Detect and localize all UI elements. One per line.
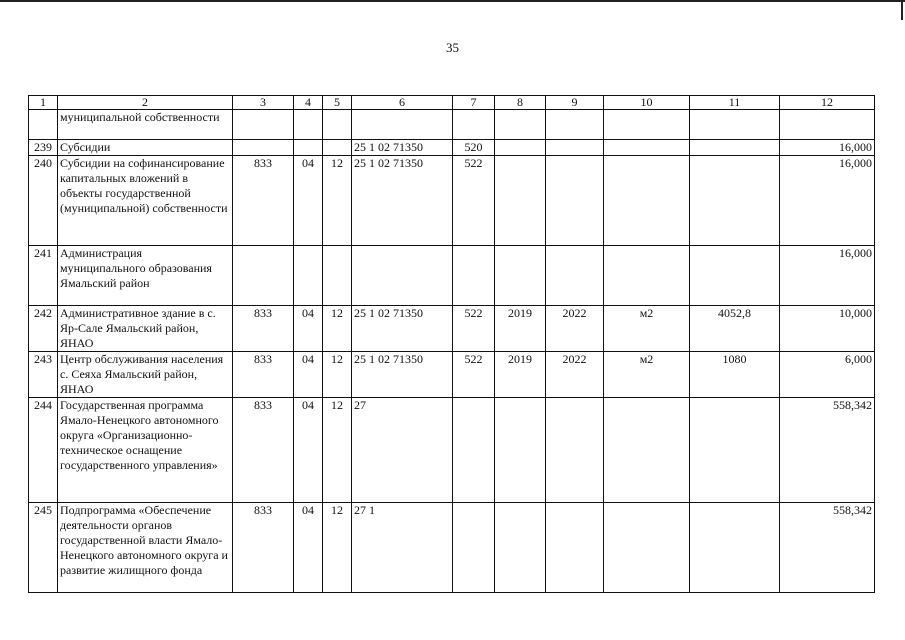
capacity-cell [690,246,780,306]
start-year-cell: 2019 [495,352,546,398]
end-year-cell [546,140,604,156]
ministry-code-cell: 833 [233,352,294,398]
target-article-cell: 27 1 [352,503,453,593]
amount-cell: 16,000 [780,156,875,246]
subsection-code-cell [323,246,352,306]
subsection-code-cell: 12 [323,503,352,593]
target-article-cell: 25 1 02 71350 [352,140,453,156]
expense-type-cell [453,246,495,306]
expense-type-cell: 522 [453,306,495,352]
table-row [29,352,875,398]
column-header: 6 [352,96,453,110]
capacity-cell [690,503,780,593]
column-header: 11 [690,96,780,110]
subsection-code-cell: 12 [323,398,352,503]
capacity-cell [690,110,780,140]
row-number-cell [29,110,58,140]
page-number: 35 [446,40,459,55]
ministry-code-cell: 833 [233,306,294,352]
table-row [29,156,875,246]
item-name-cell: Администрация муниципального образования Ямальский район [58,246,233,306]
row-number-cell: 241 [29,246,58,306]
unit-cell: м2 [604,352,690,398]
expense-type-cell: 522 [453,352,495,398]
section-code-cell: 04 [294,398,323,503]
end-year-cell: 2022 [546,352,604,398]
unit-cell [604,246,690,306]
table-body [29,110,875,593]
section-code-cell [294,110,323,140]
column-header: 7 [453,96,495,110]
unit-cell [604,503,690,593]
start-year-cell: 2019 [495,306,546,352]
start-year-cell [495,398,546,503]
scan-edge-right [901,0,903,20]
amount-cell: 10,000 [780,306,875,352]
capacity-cell: 4052,8 [690,306,780,352]
start-year-cell [495,110,546,140]
unit-cell: м2 [604,306,690,352]
column-header: 5 [323,96,352,110]
unit-cell [604,140,690,156]
capacity-cell [690,140,780,156]
section-code-cell [294,140,323,156]
item-name-cell: Государственная программа Ямало-Ненецкого автономного округа «Организационно-техническое оснащение государственного управления» [58,398,233,503]
row-number-cell: 244 [29,398,58,503]
table-row [29,398,875,503]
table-row [29,110,875,140]
capacity-cell [690,398,780,503]
row-number-cell: 245 [29,503,58,593]
section-code-cell [294,246,323,306]
amount-cell: 16,000 [780,246,875,306]
section-code-cell: 04 [294,156,323,246]
table-row [29,140,875,156]
end-year-cell [546,110,604,140]
ministry-code-cell [233,110,294,140]
unit-cell [604,110,690,140]
item-name-cell: Субсидии на софинансирование капитальных вложений в объекты государственной (муниципальной) собственности [58,156,233,246]
column-header: 4 [294,96,323,110]
ministry-code-cell [233,140,294,156]
expense-type-cell: 520 [453,140,495,156]
subsection-code-cell [323,110,352,140]
subsection-code-cell: 12 [323,156,352,246]
end-year-cell [546,398,604,503]
table-header [29,96,875,110]
amount-cell: 16,000 [780,140,875,156]
end-year-cell: 2022 [546,306,604,352]
item-name-cell: Подпрограмма «Обеспечение деятельности органов государственной власти Ямало-Ненецкого автономного округа и развитие жилищного фонда [58,503,233,593]
row-number-cell: 242 [29,306,58,352]
start-year-cell [495,156,546,246]
expense-type-cell [453,503,495,593]
unit-cell [604,398,690,503]
item-name-cell: муниципальной собственности [58,110,233,140]
column-header: 3 [233,96,294,110]
target-article-cell: 25 1 02 71350 [352,306,453,352]
subsection-code-cell: 12 [323,306,352,352]
budget-table [28,95,875,593]
item-name-cell: Субсидии [58,140,233,156]
start-year-cell [495,246,546,306]
column-header: 2 [58,96,233,110]
item-name-cell: Центр обслуживания населения с. Сеяха Ямальский район, ЯНАО [58,352,233,398]
target-article-cell: 25 1 02 71350 [352,352,453,398]
header-row [29,96,875,110]
subsection-code-cell: 12 [323,352,352,398]
column-header: 1 [29,96,58,110]
row-number-cell: 239 [29,140,58,156]
start-year-cell [495,503,546,593]
end-year-cell [546,156,604,246]
start-year-cell [495,140,546,156]
target-article-cell: 27 [352,398,453,503]
capacity-cell [690,156,780,246]
amount-cell: 558,342 [780,503,875,593]
end-year-cell [546,503,604,593]
capacity-cell: 1080 [690,352,780,398]
column-header: 9 [546,96,604,110]
amount-cell: 558,342 [780,398,875,503]
section-code-cell: 04 [294,306,323,352]
unit-cell [604,156,690,246]
amount-cell: 6,000 [780,352,875,398]
expense-type-cell [453,398,495,503]
section-code-cell: 04 [294,503,323,593]
ministry-code-cell: 833 [233,398,294,503]
amount-cell [780,110,875,140]
table-row [29,246,875,306]
row-number-cell: 240 [29,156,58,246]
column-header: 12 [780,96,875,110]
expense-type-cell [453,110,495,140]
section-code-cell: 04 [294,352,323,398]
column-header: 8 [495,96,546,110]
item-name-cell: Административное здание в с. Яр-Сале Ямальский район, ЯНАО [58,306,233,352]
table-row [29,306,875,352]
end-year-cell [546,246,604,306]
ministry-code-cell: 833 [233,503,294,593]
scan-edge-top [0,0,905,2]
subsection-code-cell [323,140,352,156]
expense-type-cell: 522 [453,156,495,246]
table-row [29,503,875,593]
column-header: 10 [604,96,690,110]
ministry-code-cell: 833 [233,156,294,246]
target-article-cell [352,110,453,140]
target-article-cell: 25 1 02 71350 [352,156,453,246]
row-number-cell: 243 [29,352,58,398]
ministry-code-cell [233,246,294,306]
target-article-cell [352,246,453,306]
